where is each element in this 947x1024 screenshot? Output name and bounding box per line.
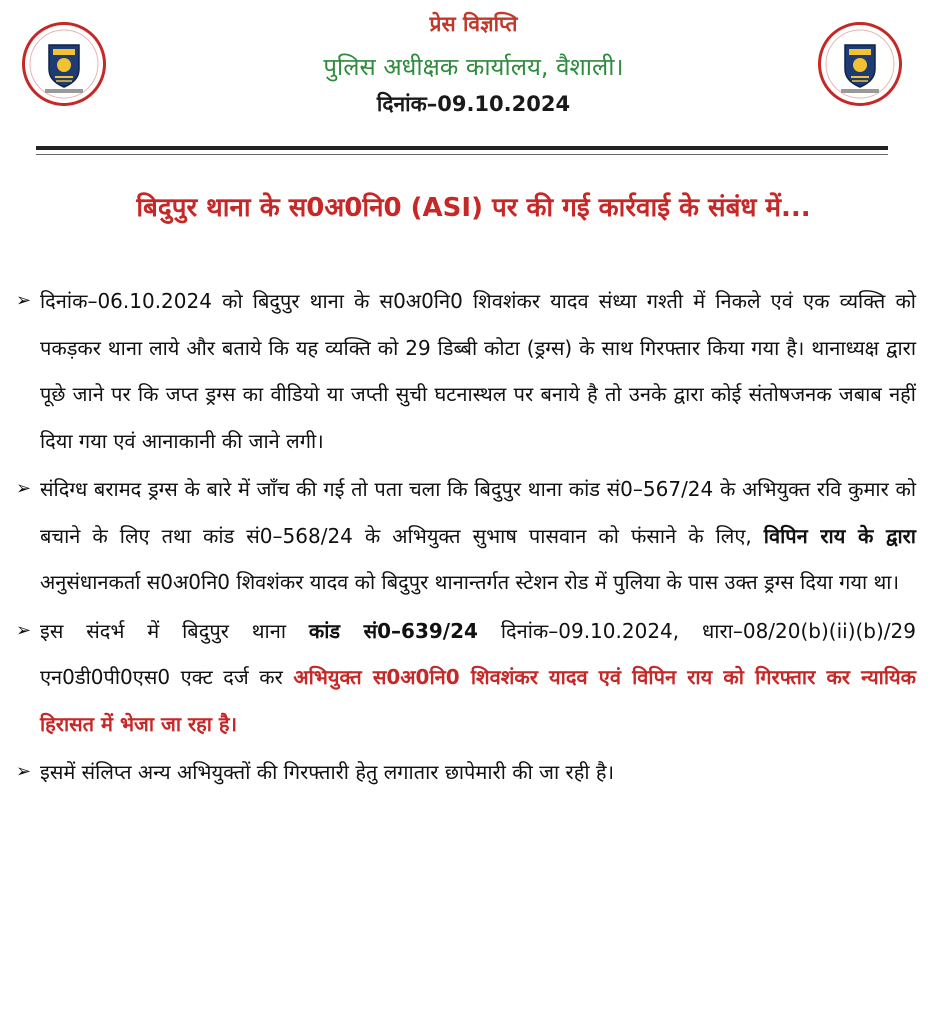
arrow-bullet-icon: ➢ [16,478,32,499]
release-date: दिनांक–09.10.2024 [376,92,571,116]
subject-heading: बिदुपुर थाना के स0अ0नि0 (ASI) पर की गई कार्रवाई के संबंध में... [136,193,811,223]
arrest-statement: अभियुक्त स0अ0नि0 शिवशंकर यादव एवं विपिन राय को गिरफ्तार कर न्यायिक हिरासत में भेजा जा रहा है। [40,665,916,736]
header-divider-thick [36,146,888,150]
point-text: इसमें संलिप्त अन्य अभियुक्तों की गिरफ्तारी हेतु लगातार छापेमारी की जा रही है। [40,760,615,784]
press-release-title: प्रेस विज्ञप्ति [429,12,518,36]
point-text: संदिग्ध बरामद ड्रग्स के बारे में जाँच की गई तो पता चला कि बिदुपुर थाना कांड सं0–567/24 के अभियुक्त रवि कुमार को बचाने के लिए तथा कांड सं0–568/24 के अभियुक्त सुभाष पासवान को फंसाने के लिए, [40,477,917,548]
case-number: कांड सं0–639/24 [308,618,478,643]
list-item [16,608,916,748]
header-divider-thin [36,154,888,155]
list-item [16,278,916,464]
point-text: दिनांक–06.10.2024 को बिदुपुर थाना के स0अ0नि0 शिवशंकर यादव संध्या गश्ती में निकले एवं एक व्यक्ति को पकड़कर थाना लाये और बताये कि यह व्यक्ति को 29 डिब्बी कोटा (ड्रग्स) के साथ गिरफ्तार किया गया है। थानाध्यक्ष द्वारा पूछे जाने पर कि जप्त ड्रग्स का वीडियो या जप्ती सुची घटनास्थल पर बनाये है तो उनके द्वारा कोई संतोषजनक जबाब नहीं दिया गया एवं आनाकानी की जाने लगी। [40,289,916,453]
point-text: दिनांक–09.10.2024, धारा–08/20(b)(ii)(b)/29 एन0डी0पी0एस0 एक्ट दर्ज कर [40,618,916,689]
arrow-bullet-icon: ➢ [16,290,32,311]
office-name: पुलिस अधीक्षक कार्यालय, वैशाली। [323,53,624,81]
press-release-header [0,0,947,160]
arrow-bullet-icon: ➢ [16,619,32,641]
list-item [16,466,916,606]
point-text: इस संदर्भ में बिदुपुर थाना [40,618,309,643]
point-text: अनुसंधानकर्ता स0अ0नि0 शिवशंकर यादव को बिदुपुर थानान्तर्गत स्टेशन रोड में पुलिया के पास उक्त ड्रग्स दिया गया था। [40,570,900,594]
list-item [16,749,916,796]
arrow-bullet-icon: ➢ [16,761,32,782]
point-bold-text: विपिन राय के द्वारा [763,523,916,548]
release-body [16,278,916,798]
